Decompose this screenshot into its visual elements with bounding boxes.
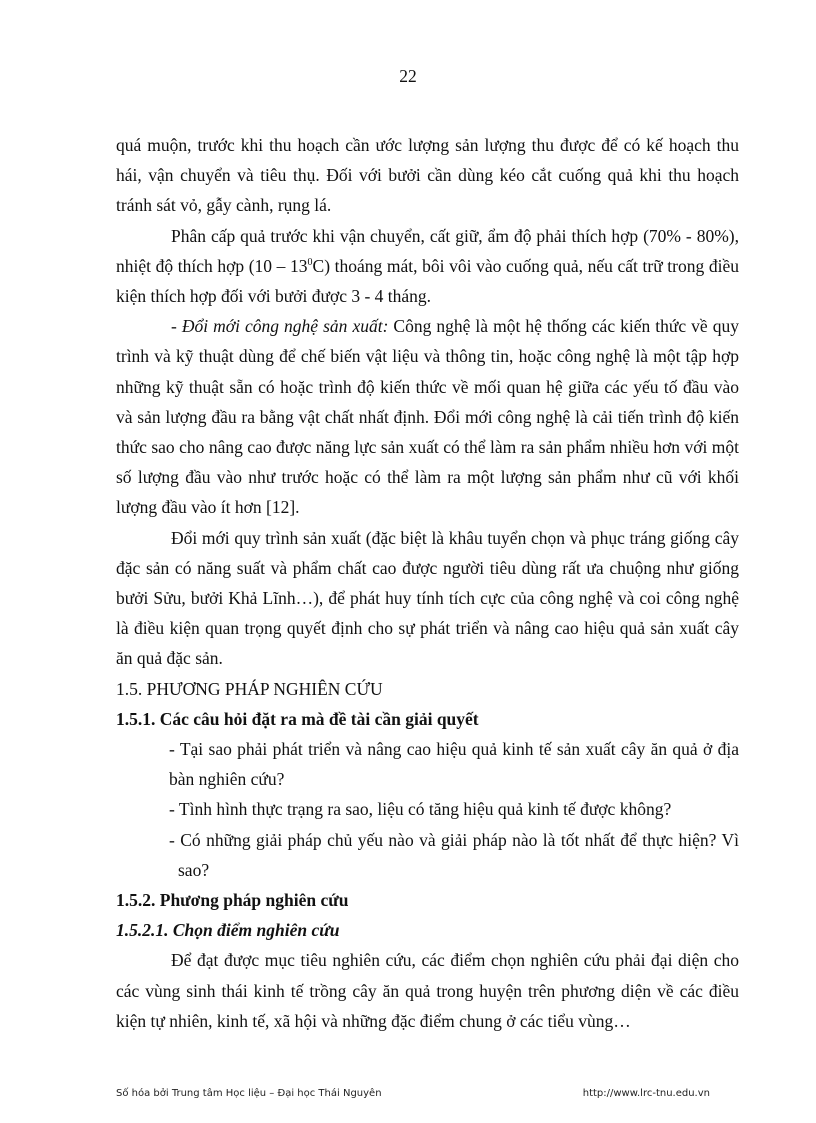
paragraph-technology [116,311,739,522]
section-heading-1-5-2-1: 1.5.2.1. Chọn điểm nghiên cứu [116,920,340,941]
question-item: - Tình hình thực trạng ra sao, liệu có tăng hiệu quả kinh tế được không? [169,799,672,820]
question-item: - Có những giải pháp chủ yếu nào và giải pháp nào là tốt nhất để thực hiện? Vì sao? [169,829,739,880]
section-heading-1-5-2: 1.5.2. Phương pháp nghiên cứu [116,890,349,911]
technology-italic-lead: - Đổi mới công nghệ sản xuất: [171,316,389,337]
paragraph-site-selection: Để đạt được mục tiêu nghiên cứu, các điểm chọn nghiên cứu phải đại diện cho các vùng sinh thái kinh tế trồng cây ăn quả trong huyện trên phương diện về các điều kiện tự nhiên, kinh tế, xã hội và những đặc điểm chung ở các tiểu vùng… [116,950,739,1031]
paragraph-harvest: quá muộn, trước khi thu hoạch cần ước lượng sản lượng thu được để có kế hoạch thu hái, vận chuyển và tiêu thụ. Đối với bưởi cần dùng kéo cắt cuống quả khi thu hoạch tránh sát vỏ, gẫy cành, rụng lá. [116,135,739,216]
degree-superscript: 0 [307,256,313,268]
section-heading-1-5-1: 1.5.1. Các câu hỏi đặt ra mà đề tài cần giải quyết [116,708,479,729]
document-body [116,130,739,1036]
question-item: - Tại sao phải phát triển và nâng cao hiệu quả kinh tế sản xuất cây ăn quả ở địa bàn nghiên cứu? [169,739,739,790]
technology-text: Công nghệ là một hệ thống các kiến thức về quy trình và kỹ thuật dùng để chế biến vật liệu và thông tin, hoặc công nghệ là một tập hợp những kỹ thuật sẵn có hoặc trình độ kiến thức về mối quan hệ giữa các yếu tố đầu vào và sản lượng đầu ra bằng vật chất nhất định. Đổi mới công nghệ là cải tiến trình độ kiến thức sao cho nâng cao được năng lực sản xuất có thể làm ra sản phẩm nhiều hơn với một số lượng đầu vào như trước hoặc có thể làm ra một lượng sản phẩm như cũ với khối lượng đầu vào ít hơn [12]. [116,316,739,518]
storage-text-after: C) thoáng mát, bôi vôi vào cuống quả, nếu cất trữ trong điều kiện thích hợp đối với bưởi được 3 - 4 tháng. [116,255,739,307]
paragraph-process: Đổi mới quy trình sản xuất (đặc biệt là khâu tuyển chọn và phục tráng giống cây đặc sản có năng suất và phẩm chất cao được người tiêu dùng rất ưa chuộng như giống bưởi Sửu, bưởi Khả Lĩnh…), để phát huy tính tích cực của công nghệ và coi công nghệ là điều kiện quan trọng quyết định cho sự phát triển và nâng cao hiệu quả sản xuất cây ăn quả đặc sản. [116,527,739,669]
storage-text-before: Phân cấp quả trước khi vận chuyển, cất giữ, ẩm độ phải thích hợp (70% - 80%), nhiệt độ thích hợp (10 – 13 [116,225,739,276]
paragraph-storage [116,221,739,312]
footer-source: Số hóa bởi Trung tâm Học liệu – Đại học Thái Nguyên [116,1088,382,1099]
footer-url: http://www.lrc-tnu.edu.vn [582,1088,710,1099]
page-number: 22 [399,66,417,86]
section-heading-1-5: 1.5. PHƯƠNG PHÁP NGHIÊN CỨU [116,678,383,699]
